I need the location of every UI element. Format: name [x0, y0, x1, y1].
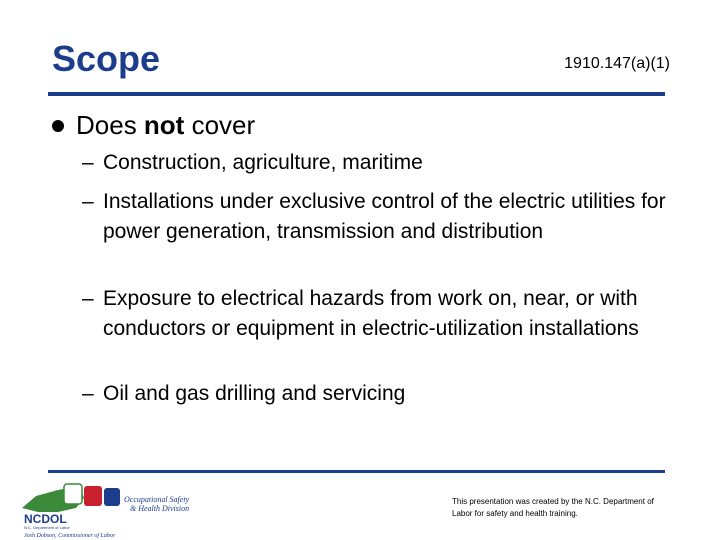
logo-division-line1: Occupational Safety: [124, 495, 190, 504]
logo-commissioner: Josh Dobson, Commissioner of Labor: [24, 533, 116, 539]
dash-icon: –: [82, 382, 94, 405]
bullet-emphasis: not: [143, 110, 185, 140]
footer-divider: [48, 470, 665, 473]
ncdol-logo: [18, 478, 200, 540]
logo-division-line2: & Health Division: [130, 504, 190, 513]
main-bullet: [52, 110, 255, 140]
regulation-reference: 1910.147(a)(1): [564, 55, 670, 72]
sub-item-text: Oil and gas drilling and servicing: [103, 382, 406, 405]
bullet-suffix: cover: [184, 110, 256, 140]
logo-figure-box: [104, 488, 120, 506]
sub-item: [82, 148, 672, 178]
dash-icon: –: [82, 151, 94, 174]
dash-icon: –: [82, 190, 94, 213]
logo-figure-box: [84, 486, 102, 506]
sub-item: [82, 187, 672, 247]
footer-credit: This presentation was created by the N.C. Department of Labor for safety and health training.: [452, 497, 654, 518]
sub-item: [82, 379, 672, 409]
title-divider: [48, 92, 665, 96]
slide-title: Scope: [52, 38, 161, 79]
bullet-dot-icon: [52, 120, 64, 132]
sub-item-text: Construction, agriculture, maritime: [103, 151, 423, 174]
sub-item: [82, 284, 672, 344]
sub-item-text: Exposure to electrical hazards from work on, near, or with conductors or equipment in electric-utilization installations: [103, 287, 639, 340]
logo-agency-sub: N.C. Department of Labor: [24, 525, 70, 530]
logo-figure-box: [64, 484, 82, 504]
dash-icon: –: [82, 287, 94, 310]
bullet-prefix: Does: [76, 110, 144, 140]
logo-agency: NCDOL: [24, 512, 67, 526]
main-bullet-text: [76, 110, 255, 140]
sub-item-text: Installations under exclusive control of the electric utilities for power generation, transmission and distribution: [103, 190, 666, 243]
